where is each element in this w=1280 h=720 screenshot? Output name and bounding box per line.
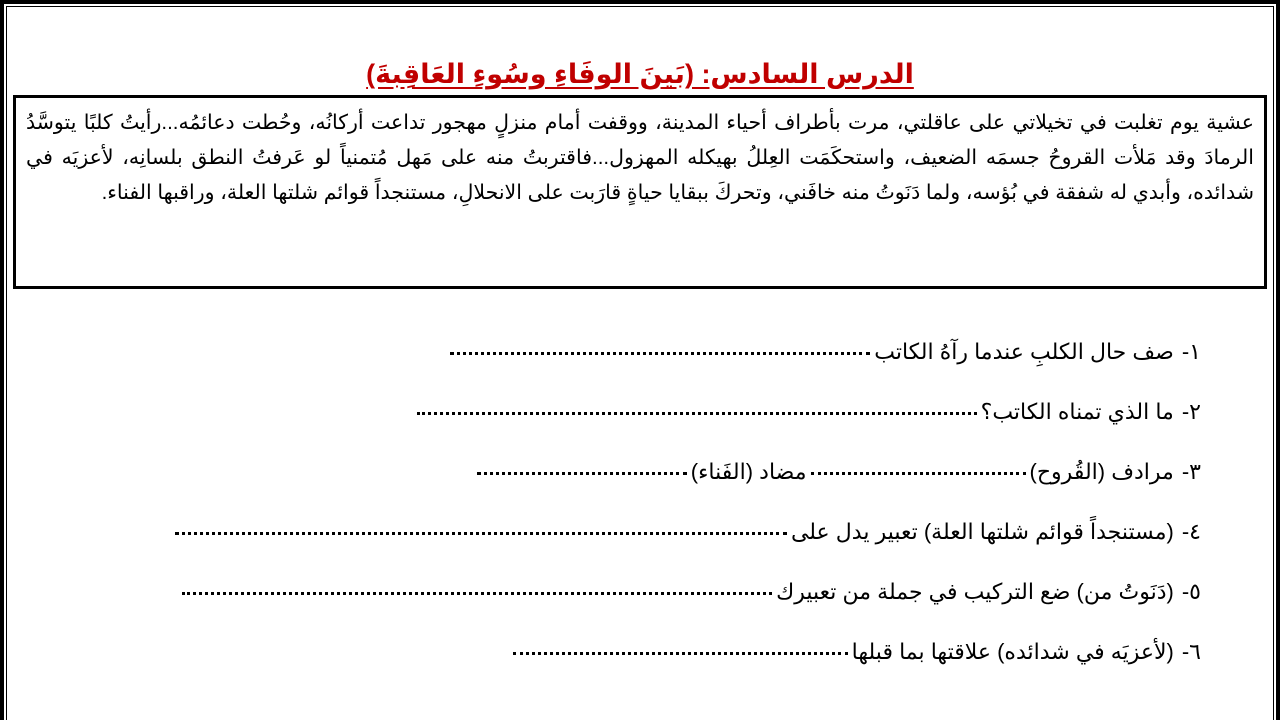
question-text: (لأعزيَه في شدائده) علاقتها بما قبلها: [851, 639, 1174, 664]
question-number: ٣-: [1181, 459, 1201, 484]
question-6: [509, 639, 1201, 665]
answer-blank[interactable]: [182, 592, 772, 595]
question-1: [446, 339, 1201, 365]
answer-blank-antonym[interactable]: [477, 472, 687, 475]
answer-blank[interactable]: [175, 532, 787, 535]
question-number: ٢-: [1181, 399, 1201, 424]
answer-blank[interactable]: [450, 352, 870, 355]
question-number: ٦-: [1181, 639, 1201, 664]
question-number: ٥-: [1181, 579, 1201, 604]
question-4: [171, 519, 1201, 545]
answer-blank-synonym[interactable]: [811, 472, 1026, 475]
question-text: (دَنَوتُ من) ضع التركيب في جملة من تعبيرك: [776, 579, 1174, 604]
question-text: ما الذي تمناه الكاتب؟: [980, 399, 1174, 424]
question-text: صف حال الكلبِ عندما رآهُ الكاتب: [874, 339, 1174, 364]
worksheet-inner-frame: [6, 6, 1274, 720]
question-2: [413, 399, 1201, 425]
question-number: ٤-: [1181, 519, 1201, 544]
lesson-title: الدرس السادس: (بَينَ الوفَاءِ وسُوءِ العَاقِبةَ): [366, 59, 914, 89]
question-5: [178, 579, 1201, 605]
question-number: ١-: [1181, 339, 1201, 364]
question-text-synonym: مرادف (القُروح): [1029, 459, 1174, 484]
answer-blank[interactable]: [417, 412, 977, 415]
question-3: [473, 459, 1201, 485]
answer-blank[interactable]: [513, 652, 848, 655]
question-text: (مستنجداً قوائم شلتها العلة) تعبير يدل على: [790, 519, 1174, 544]
passage-text: عشية يوم تغلبت في تخيلاتي على عاقلتي، مرت بأطراف أحياء المدينة، ووقفت أمام منزلٍ مهجور تداعت أركانُه، وحُطت دعائمُه...رأيتُ كلبًا يتوسَّدُ الرمادَ وقد مَلأت القروحُ جسمَه الضعيف، واستحكَمَت العِللُ بهيكله المهزول...فاقتربتُ منه على مَهل مُتمنياً لو عَرفتُ النطق بلسانِه، لأعزيَه في شدائده، وأبدي له شفقة في بُؤسه، ولما دَنَوتُ منه خافَني، وتحركَ ببقايا حياةٍ قارَبت على الانحلالِ، مستنجداً قوائم شلتها العلة، وراقبها الفناء.: [26, 111, 1254, 204]
reading-passage-box: [13, 95, 1267, 289]
question-text-antonym: مضاد (الفَناء): [690, 459, 807, 484]
